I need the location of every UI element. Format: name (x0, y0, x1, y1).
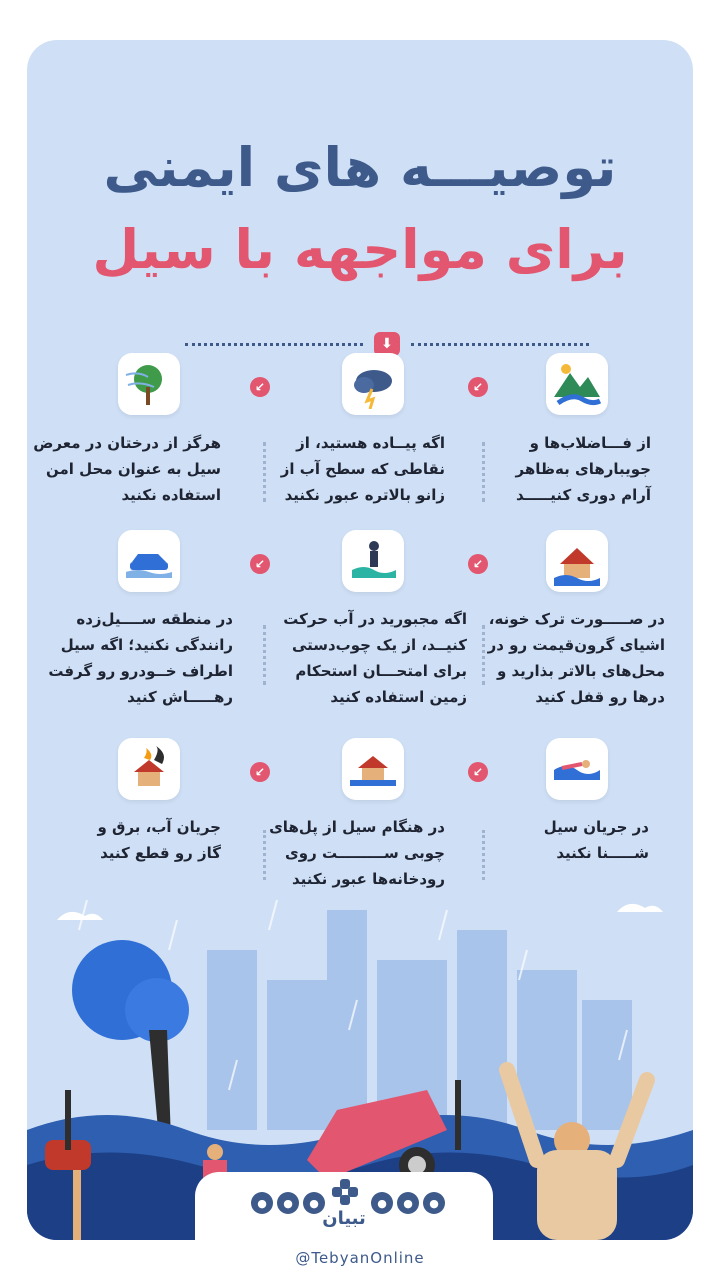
title-line-2: برای مواجهه با سیل (92, 218, 628, 281)
tip-5: اگه مجبورید در آب حرکت کنیــد، از یک چوب‌دستی برای امتحـــان استحکام زمین استفاده کنید (283, 610, 467, 706)
infographic-card (27, 40, 693, 1240)
tip-3: هرگز از درختان در معرض سیل به عنوان محل امن استفاده نکنید (33, 434, 221, 504)
tip-6: در منطقه ســــیل‌زده رانندگی نکنید؛ اگه سیل اطراف خــودرو رو گرفت رهـــــاش کنید (48, 610, 233, 706)
swimmer-icon (546, 738, 608, 800)
storm-cloud-icon (342, 353, 404, 415)
chat-icon[interactable]: ● (303, 1192, 325, 1214)
house-bridge-icon (342, 738, 404, 800)
person-wading-icon (342, 530, 404, 592)
messenger-icon[interactable]: ● (277, 1192, 299, 1214)
flooded-car-icon (118, 530, 180, 592)
down-arrow-icon: ⬇ (374, 332, 400, 356)
tree-wind-icon (118, 353, 180, 415)
logo-text: تبیان (322, 1208, 366, 1229)
arrow-icon: ↙ (250, 554, 270, 574)
arrow-icon: ↙ (250, 377, 270, 397)
arrow-icon: ↙ (468, 554, 488, 574)
telegram-icon[interactable]: ● (397, 1192, 419, 1214)
tebyan-logo-icon (331, 1178, 359, 1206)
arrow-icon: ↙ (250, 762, 270, 782)
tip-1: از فـــاضلاب‌ها و جویبارهای به‌ظاهر آرام دوری کنیـــــد (515, 434, 651, 504)
flooded-house-icon (546, 530, 608, 592)
tip-9: جریان آب، برق و گاز رو قطع کنید (97, 818, 221, 862)
twitter-icon[interactable]: ● (423, 1192, 445, 1214)
tip-2: اگه پیــاده هستید، از نقاطی که سطح آب از زانو بالاتره عبور نکنید (280, 434, 445, 504)
footer-bar (195, 1172, 493, 1240)
arrow-icon: ↙ (468, 377, 488, 397)
tip-4: در صـــــورت ترک خونه، اشیای گرون‌قیمت رو در محل‌های بالاتر بذارید و درها رو قفل کنید (487, 610, 665, 706)
burning-house-icon (118, 738, 180, 800)
instagram-icon[interactable]: ● (371, 1192, 393, 1214)
tip-8: در هنگام سیل از پل‌های چوبی ســـــــــت روی رودخانه‌ها عبور نکنید (269, 818, 445, 888)
tip-7: در جریان سیل شـــــنا نکنید (543, 818, 649, 862)
social-handle[interactable]: @TebyanOnline (295, 1249, 425, 1267)
web-icon[interactable]: ● (251, 1192, 273, 1214)
arrow-icon: ↙ (468, 762, 488, 782)
title-line-1: توصیـــه های ایمنی (103, 136, 617, 199)
river-mountain-icon (546, 353, 608, 415)
